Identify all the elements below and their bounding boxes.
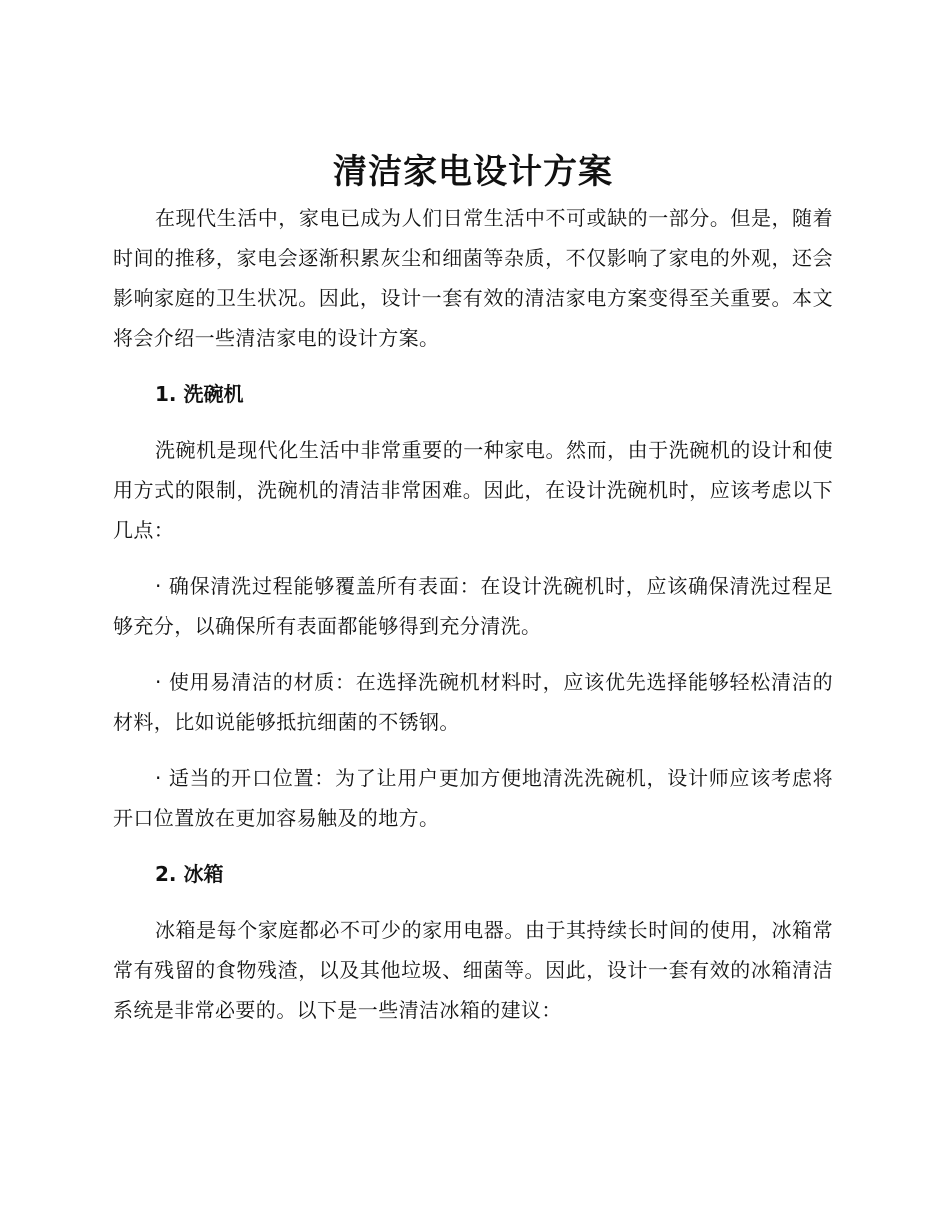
spacer	[113, 838, 833, 854]
dishwasher-bullet-2: · 使用易清洁的材质：在选择洗碗机材料时，应该优先选择能够轻松清洁的材料，比如说能够抵抗细菌的不锈钢。	[113, 670, 833, 734]
section-heading-dishwasher: 1. 洗碗机	[155, 382, 244, 406]
spacer	[113, 358, 833, 374]
dishwasher-bullet-1: · 确保清洗过程能够覆盖所有表面：在设计洗碗机时，应该确保清洗过程足够充分，以确保所有表面都能够得到充分清洗。	[113, 574, 833, 638]
spacer	[113, 550, 833, 566]
spacer	[113, 894, 833, 910]
spacer	[113, 646, 833, 662]
dishwasher-paragraph: 洗碗机是现代化生活中非常重要的一种家电。然而，由于洗碗机的设计和使用方式的限制，洗碗机的清洁非常困难。因此，在设计洗碗机时，应该考虑以下几点：	[113, 438, 833, 542]
spacer	[113, 414, 833, 430]
intro-paragraph: 在现代生活中，家电已成为人们日常生活中不可或缺的一部分。但是，随着时间的推移，家电会逐渐积累灰尘和细菌等杂质，不仅影响了家电的外观，还会影响家庭的卫生状况。因此，设计一套有效的清洁家电方案变得至关重要。本文将会介绍一些清洁家电的设计方案。	[113, 206, 833, 350]
fridge-paragraph: 冰箱是每个家庭都必不可少的家用电器。由于其持续长时间的使用，冰箱常常有残留的食物残渣，以及其他垃圾、细菌等。因此，设计一套有效的冰箱清洁系统是非常必要的。以下是一些清洁冰箱的建议：	[113, 918, 833, 1022]
section-heading-fridge: 2. 冰箱	[155, 862, 224, 886]
dishwasher-bullet-3: · 适当的开口位置：为了让用户更加方便地清洗洗碗机，设计师应该考虑将开口位置放在更加容易触及的地方。	[113, 766, 833, 830]
spacer	[113, 742, 833, 758]
document-page	[113, 148, 833, 1030]
document-title: 清洁家电设计方案	[333, 152, 613, 192]
